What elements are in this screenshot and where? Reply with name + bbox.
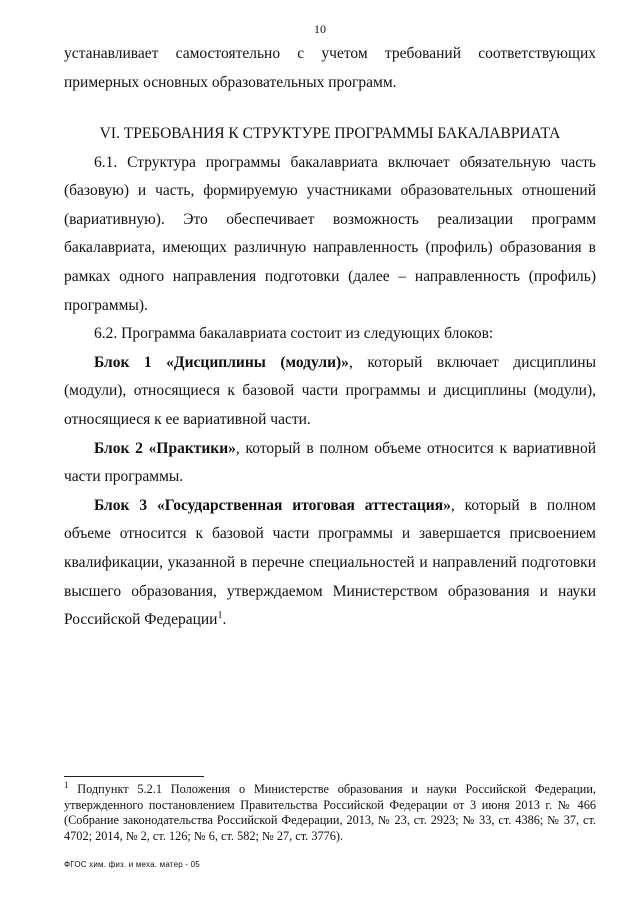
page-number: 10 (314, 22, 326, 36)
block1-text: , который включает дисциплины (модули), относящиеся к базовой части программы и дисциплины (модули), относящиеся к ее вариативной части. (64, 353, 596, 428)
block2-text: , который в полном объеме относится к вариативной части программы. (64, 439, 596, 486)
block3-end: . (222, 611, 227, 629)
section-body (64, 120, 596, 635)
block3-paragraph (64, 492, 596, 635)
footer-mark: ФГОС хим. физ. и меха. матер - 05 (64, 860, 200, 869)
intro-continuation: устанавливает самостоятельно с учетом требований соответствующих примерных основных образовательных программ. (64, 45, 596, 91)
footnote-text: Подпункт 5.2.1 Положения о Министерстве образования и науки Российской Федерации, утвержденного постановлением Правительства Российской Федерации от 3 июня 2013 г. № 466 (Собрание законодательства Российской Федерации, 2013, № 23, ст. 2923; № 33, ст. 4386; № 37, ст. 4702; 2014, № 2, ст. 126; № 6, ст. 582; № 27, ст. 3776). (64, 782, 596, 843)
footnote-reference: 1 (217, 609, 223, 621)
block2-title: Блок 2 «Практики» (94, 439, 236, 457)
block3-text: , который в полном объеме относится к базовой части программы и завершается присвоением квалификации, указанной в перечне специальностей и направлений подготовки высшего образования, утверждаемом Министерством образования и науки Российской Федерации (64, 496, 596, 629)
footnote-marker: 1 (64, 779, 69, 790)
paragraph-6-2: 6.2. Программа бакалавриата состоит из следующих блоков: (94, 325, 494, 343)
intro-block (64, 40, 596, 97)
footnote-separator (64, 776, 204, 777)
block3-title: Блок 3 «Государственная итоговая аттестация» (94, 496, 451, 514)
footnote (64, 779, 596, 844)
section-heading: VI. ТРЕБОВАНИЯ К СТРУКТУРЕ ПРОГРАММЫ БАКАЛАВРИАТА (99, 125, 561, 142)
block2-paragraph (64, 435, 596, 492)
block1-paragraph (64, 349, 596, 435)
paragraph-6-1: 6.1. Структура программы бакалавриата включает обязательную часть (базовую) и часть, формируемую участниками образовательных отношений (вариативную). Это обеспечивает возможность реализации программ бакалавриата, имеющих различную направленность (профиль) образования в рамках одного направления подготовки (далее – направленность (профиль) программы). (64, 153, 596, 314)
block1-title: Блок 1 «Дисциплины (модули)» (94, 353, 349, 371)
